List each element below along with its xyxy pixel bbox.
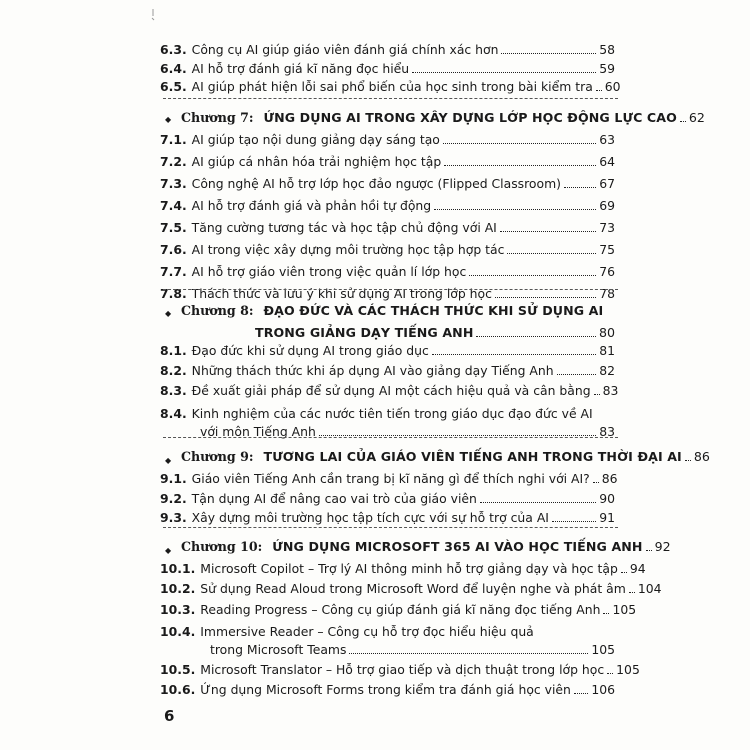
dot-leader xyxy=(443,143,596,144)
entry-page: 105 xyxy=(612,602,637,617)
bullet-icon: ◆ xyxy=(165,115,172,124)
entry-page: 76 xyxy=(599,264,615,279)
chapter-8-heading[interactable] xyxy=(181,298,615,318)
dot-leader xyxy=(412,72,596,73)
entry-number: 10.1. xyxy=(160,561,196,576)
entry-number: 7.7. xyxy=(160,264,187,279)
chapter-7-heading[interactable] xyxy=(181,105,705,125)
chapter-page: 80 xyxy=(598,325,615,340)
scan-mark-icon xyxy=(150,8,156,22)
entry-title: AI hỗ trợ đánh giá và phản hồi tự động xyxy=(191,198,432,213)
entry-number: 7.5. xyxy=(160,220,187,235)
entry-page: 78 xyxy=(599,286,615,301)
dot-leader xyxy=(557,374,597,375)
entry-page: 67 xyxy=(599,176,615,191)
entry-number: 6.4. xyxy=(160,61,187,76)
chapter-title: TƯƠNG LAI CỦA GIÁO VIÊN TIẾNG ANH TRONG THỜI ĐẠI AI xyxy=(263,449,682,464)
toc-entry-7-1[interactable] xyxy=(160,127,615,147)
bullet-icon: ◆ xyxy=(165,456,172,465)
toc-entry-10-4-cont[interactable] xyxy=(210,637,615,657)
entry-number: 7.4. xyxy=(160,198,187,213)
entry-title: Kinh nghiệm của các nước tiên tiến trong giáo dục đạo đức về AI xyxy=(191,406,593,421)
entry-page: 104 xyxy=(637,581,662,596)
entry-title: AI giúp tạo nội dung giảng dạy sáng tạo xyxy=(191,132,440,147)
dot-leader xyxy=(574,693,588,694)
toc-entry-10-4[interactable] xyxy=(160,619,615,639)
toc-entry-9-3[interactable] xyxy=(160,505,615,525)
dot-leader xyxy=(680,121,686,122)
toc-entry-7-6[interactable] xyxy=(160,237,615,257)
dot-leader xyxy=(685,460,691,461)
dot-leader xyxy=(621,572,627,573)
dot-leader xyxy=(596,90,602,91)
dot-leader xyxy=(476,336,596,337)
entry-title: Giáo viên Tiếng Anh cần trang bị kĩ năng gì để thích nghi với AI? xyxy=(191,471,590,486)
entry-title: AI giúp cá nhân hóa trải nghiệm học tập xyxy=(191,154,442,169)
dot-leader xyxy=(319,435,596,436)
chapter-title: ĐẠO ĐỨC VÀ CÁC THÁCH THỨC KHI SỬ DỤNG AI xyxy=(263,303,604,318)
toc-entry-7-5[interactable] xyxy=(160,215,615,235)
entry-title: Tăng cường tương tác và học tập chủ động với AI xyxy=(191,220,497,235)
entry-page: 63 xyxy=(599,132,615,147)
entry-title: AI trong việc xây dựng môi trường học tập hợp tác xyxy=(191,242,505,257)
section-divider xyxy=(163,98,618,99)
entry-number: 8.3. xyxy=(160,383,187,398)
entry-page: 91 xyxy=(599,510,615,525)
toc-entry-9-1[interactable] xyxy=(160,466,618,486)
entry-title: với môn Tiếng Anh xyxy=(200,424,316,439)
entry-page: 81 xyxy=(599,343,615,358)
entry-page: 59 xyxy=(599,61,615,76)
entry-page: 69 xyxy=(599,198,615,213)
dot-leader xyxy=(593,482,599,483)
entry-page: 86 xyxy=(601,471,618,486)
entry-number: 9.1. xyxy=(160,471,187,486)
entry-title: Công cụ AI giúp giáo viên đánh giá chính xác hơn xyxy=(191,42,499,57)
dot-leader xyxy=(607,673,613,674)
entry-number: 8.2. xyxy=(160,363,187,378)
entry-title: Thách thức và lưu ý khi sử dụng AI trong lớp học xyxy=(191,286,492,301)
toc-entry-8-2[interactable] xyxy=(160,358,615,378)
entry-page: 60 xyxy=(604,79,621,94)
dot-leader xyxy=(434,209,596,210)
chapter-title: TRONG GIẢNG DẠY TIẾNG ANH xyxy=(255,325,474,340)
entry-title: AI hỗ trợ giáo viên trong việc quản lí lớp học xyxy=(191,264,467,279)
entry-number: 7.8. xyxy=(160,286,187,301)
entry-number: 7.1. xyxy=(160,132,187,147)
toc-entry-6-3[interactable] xyxy=(160,37,615,57)
entry-title: Sử dụng Read Aloud trong Microsoft Word để luyện nghe và phát âm xyxy=(200,581,626,596)
chapter-8-heading-cont[interactable] xyxy=(255,320,615,340)
toc-entry-8-4-cont[interactable] xyxy=(200,419,615,439)
entry-title: Xây dựng môi trường học tập tích cực với sự hỗ trợ của AI xyxy=(191,510,549,525)
entry-title: Reading Progress – Công cụ giúp đánh giá kĩ năng đọc tiếng Anh xyxy=(200,602,601,617)
toc-entry-10-6[interactable] xyxy=(160,677,615,697)
dot-leader xyxy=(564,187,596,188)
entry-number: 10.6. xyxy=(160,682,196,697)
entry-page: 83 xyxy=(602,383,619,398)
bullet-icon: ◆ xyxy=(165,309,172,318)
entry-page: 106 xyxy=(591,682,615,697)
bullet-icon: ◆ xyxy=(165,546,172,555)
entry-title: AI giúp phát hiện lỗi sai phổ biến của học sinh trong bài kiểm tra xyxy=(191,79,593,94)
entry-page: 83 xyxy=(599,424,615,439)
toc-entry-7-7[interactable] xyxy=(160,259,615,279)
toc-entry-6-4[interactable] xyxy=(160,56,615,76)
dot-leader xyxy=(507,253,596,254)
chapter-title: ỨNG DỤNG AI TRONG XÂY DỰNG LỚP HỌC ĐỘNG LỰC CAO xyxy=(263,110,677,125)
dot-leader xyxy=(444,165,596,166)
entry-number: 10.4. xyxy=(160,624,196,639)
toc-entry-10-5[interactable] xyxy=(160,657,640,677)
chapter-10-heading[interactable] xyxy=(181,534,671,554)
toc-entry-10-2[interactable] xyxy=(160,576,662,596)
entry-page: 105 xyxy=(616,662,640,677)
toc-entry-7-2[interactable] xyxy=(160,149,615,169)
entry-number: 10.3. xyxy=(160,602,196,617)
dot-leader xyxy=(552,521,596,522)
toc-entry-10-1[interactable] xyxy=(160,556,646,576)
toc-entry-7-4[interactable] xyxy=(160,193,615,213)
dot-leader xyxy=(469,275,596,276)
entry-page: 73 xyxy=(599,220,615,235)
chapter-title: ỨNG DỤNG MICROSOFT 365 AI VÀO HỌC TIẾNG ANH xyxy=(272,539,643,554)
entry-title: AI hỗ trợ đánh giá kĩ năng đọc hiểu xyxy=(191,61,410,76)
toc-entry-9-2[interactable] xyxy=(160,486,615,506)
entry-number: 8.4. xyxy=(160,406,187,421)
page-number: 6 xyxy=(164,707,175,725)
dot-leader xyxy=(603,613,609,614)
entry-number: 8.1. xyxy=(160,343,187,358)
entry-page: 105 xyxy=(591,642,615,657)
toc-entry-8-4[interactable] xyxy=(160,401,615,421)
toc-entry-10-3[interactable] xyxy=(160,597,637,617)
entry-page: 90 xyxy=(599,491,615,506)
dot-leader xyxy=(646,550,652,551)
chapter-page: 86 xyxy=(693,449,710,464)
entry-number: 6.5. xyxy=(160,79,187,94)
entry-page: 82 xyxy=(599,363,615,378)
dot-leader xyxy=(500,231,596,232)
chapter-label: Chương 8: xyxy=(181,303,254,318)
dot-leader xyxy=(501,53,596,54)
entry-title: Công nghệ AI hỗ trợ lớp học đảo ngược (Flipped Classroom) xyxy=(191,176,561,191)
entry-title: trong Microsoft Teams xyxy=(210,642,347,657)
entry-title: Ứng dụng Microsoft Forms trong kiểm tra đánh giá học viên xyxy=(200,682,571,697)
entry-title: Immersive Reader – Công cụ hỗ trợ đọc hiểu hiệu quả xyxy=(200,624,534,639)
chapter-page: 92 xyxy=(654,539,671,554)
entry-number: 7.3. xyxy=(160,176,187,191)
section-divider xyxy=(163,437,618,438)
chapter-label: Chương 10: xyxy=(181,539,263,554)
entry-page: 94 xyxy=(629,561,646,576)
entry-page: 64 xyxy=(599,154,615,169)
dot-leader xyxy=(480,502,596,503)
chapter-label: Chương 7: xyxy=(181,110,254,125)
toc-entry-6-5[interactable] xyxy=(160,74,621,94)
toc-entry-7-3[interactable] xyxy=(160,171,615,191)
entry-number: 9.3. xyxy=(160,510,187,525)
entry-title: Những thách thức khi áp dụng AI vào giảng dạy Tiếng Anh xyxy=(191,363,554,378)
entry-title: Tận dụng AI để nâng cao vai trò của giáo viên xyxy=(191,491,477,506)
entry-number: 9.2. xyxy=(160,491,187,506)
dot-leader xyxy=(629,592,635,593)
entry-page: 58 xyxy=(599,42,615,57)
chapter-9-heading[interactable] xyxy=(181,444,710,464)
entry-number: 10.5. xyxy=(160,662,196,677)
entry-title: Đề xuất giải pháp để sử dụng AI một cách hiệu quả và cân bằng xyxy=(191,383,591,398)
entry-number: 7.2. xyxy=(160,154,187,169)
dot-leader xyxy=(594,394,600,395)
entry-title: Đạo đức khi sử dụng AI trong giáo dục xyxy=(191,343,429,358)
entry-number: 10.2. xyxy=(160,581,196,596)
section-divider xyxy=(163,527,618,528)
entry-title: Microsoft Translator – Hỗ trợ giao tiếp và dịch thuật trong lớp học xyxy=(200,662,605,677)
toc-entry-8-1[interactable] xyxy=(160,338,615,358)
toc-entry-8-3[interactable] xyxy=(160,378,619,398)
entry-number: 7.6. xyxy=(160,242,187,257)
section-divider xyxy=(163,289,618,290)
chapter-label: Chương 9: xyxy=(181,449,254,464)
entry-page: 75 xyxy=(599,242,615,257)
dot-leader xyxy=(349,653,588,654)
dot-leader xyxy=(432,354,596,355)
entry-number: 6.3. xyxy=(160,42,187,57)
chapter-page: 62 xyxy=(688,110,705,125)
entry-title: Microsoft Copilot – Trợ lý AI thông minh hỗ trợ giảng dạy và học tập xyxy=(200,561,618,576)
